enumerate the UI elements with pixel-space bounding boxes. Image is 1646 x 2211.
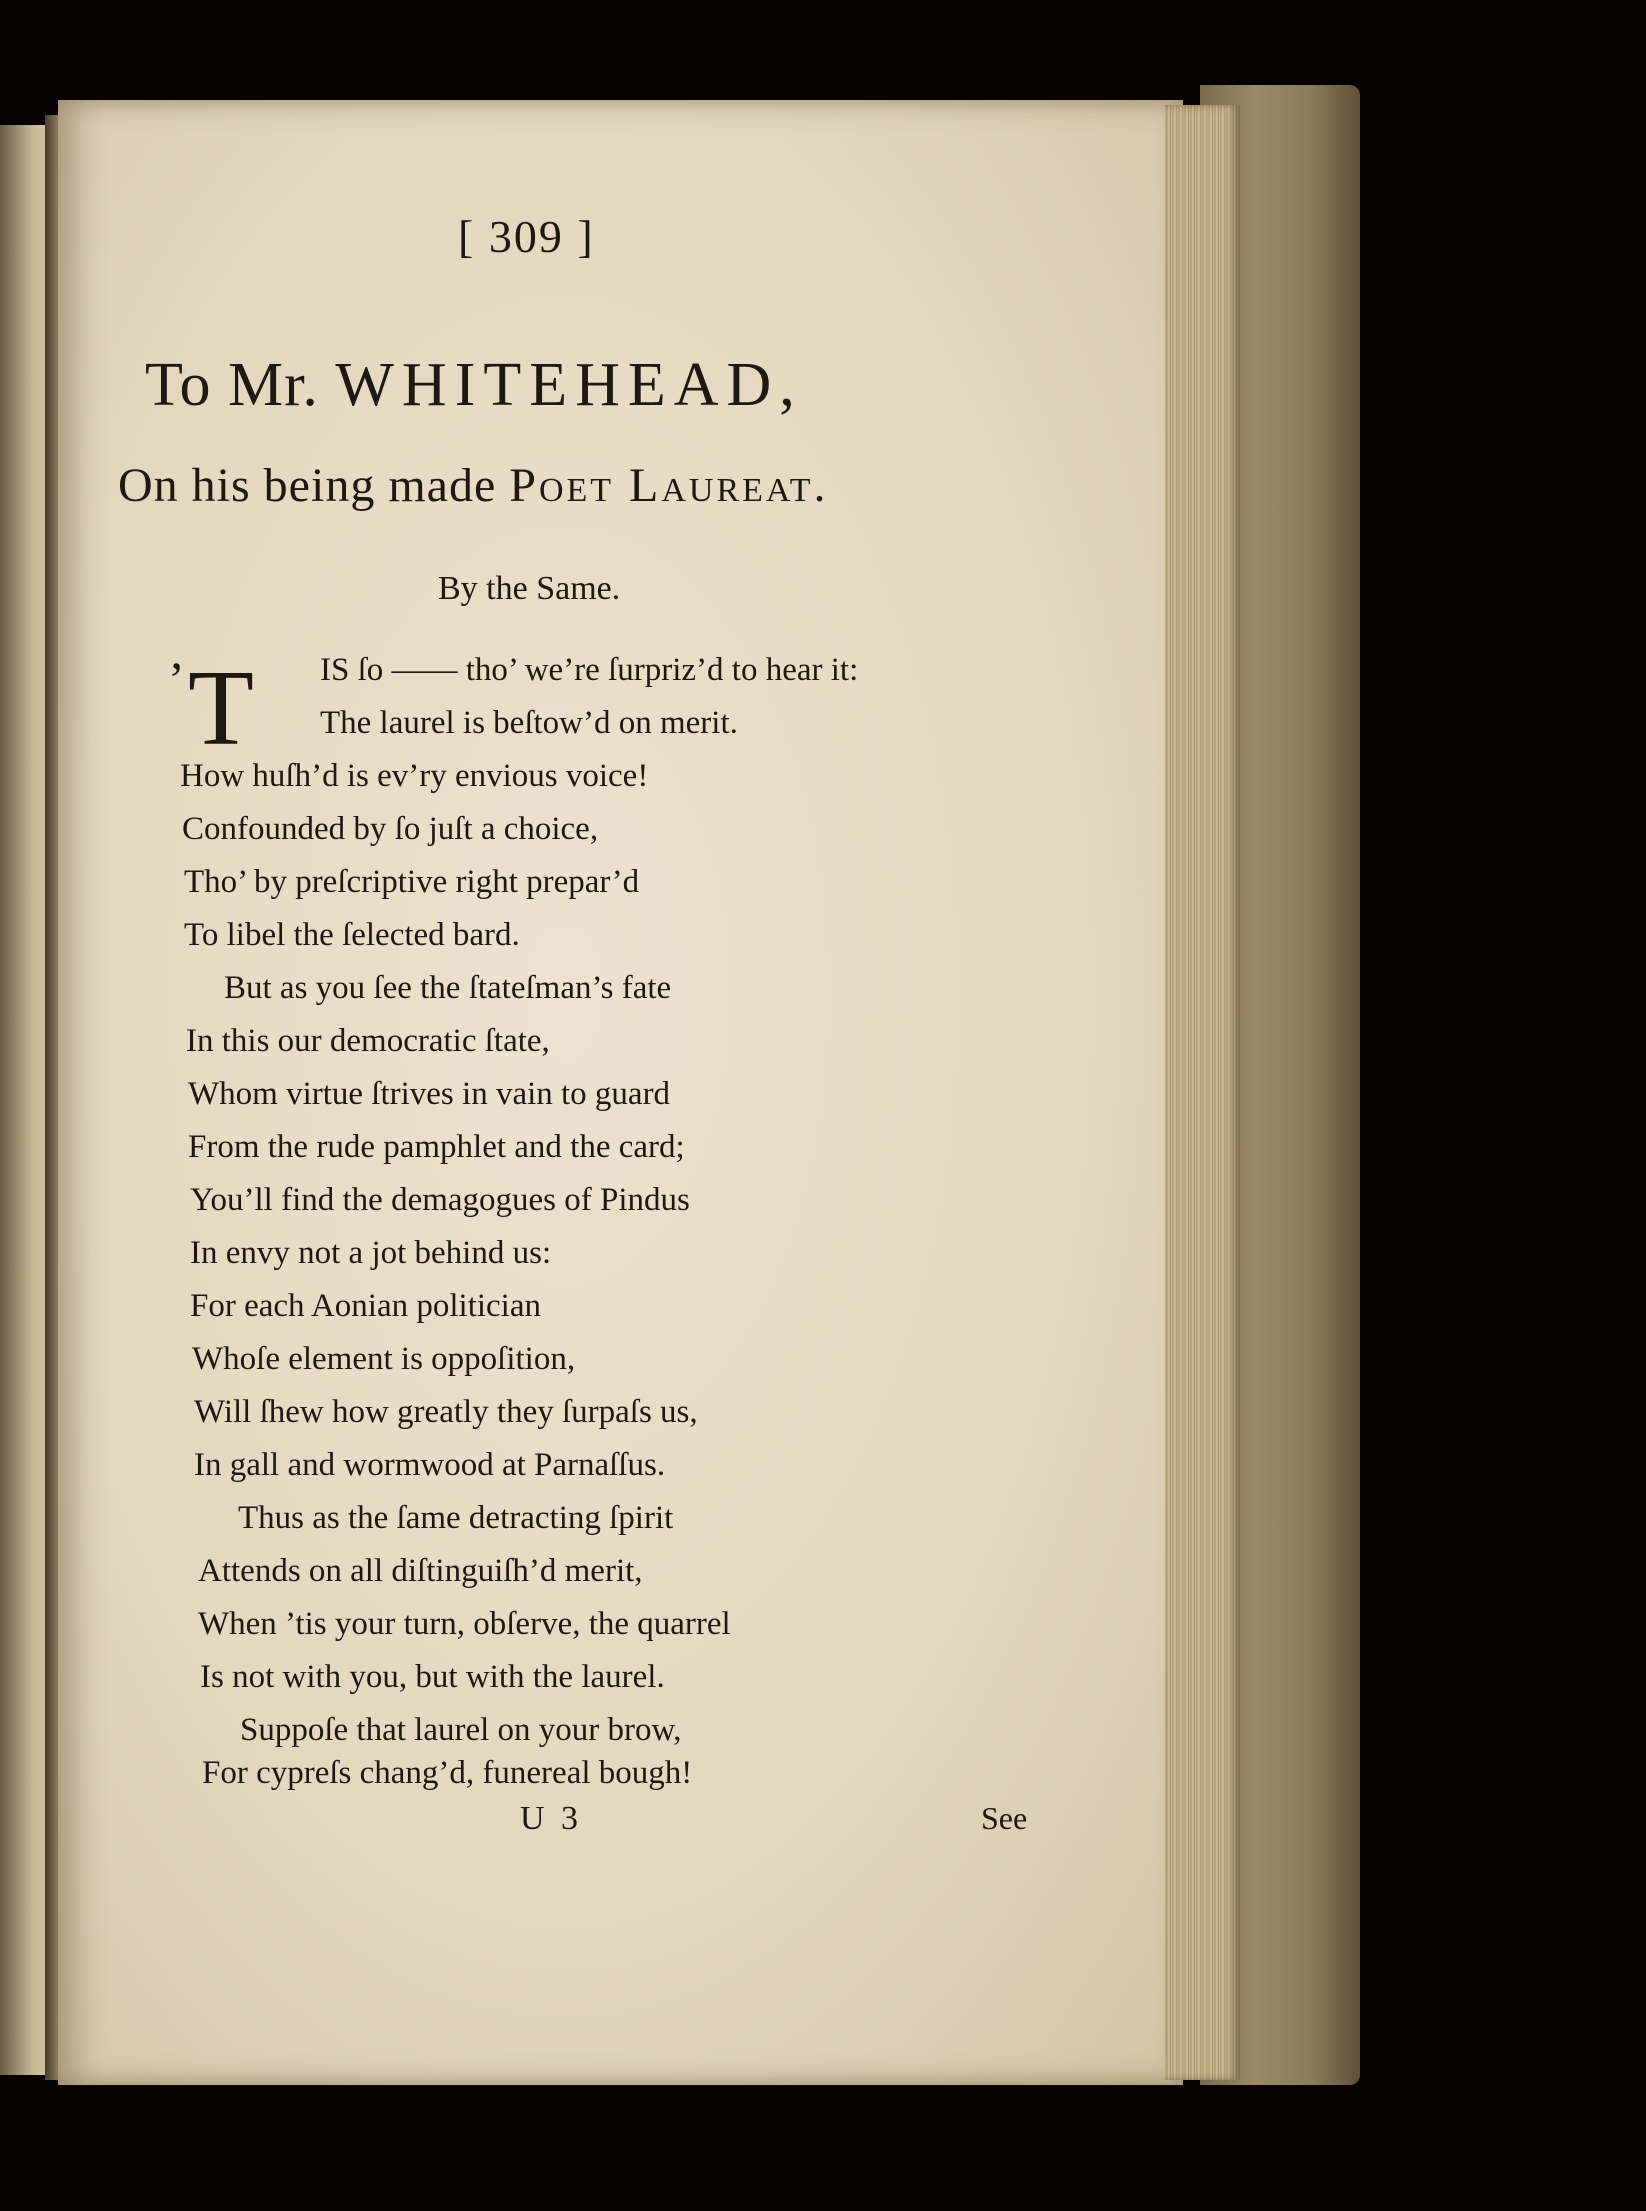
verse-line: For each Aonian politician [190, 1288, 541, 1324]
verse-line: But as you ſee the ſtateſman’s fate [224, 970, 672, 1006]
subtitle-poet-laureat: Poet Laureat. [509, 459, 829, 512]
drop-cap-quote: ’ [168, 651, 185, 707]
verse-line: Tho’ by preſcriptive right prepar’d [184, 864, 640, 900]
verse-line: In this our democratic ſtate, [186, 1023, 550, 1059]
verse-line: The laurel is beſtow’d on merit. [320, 705, 738, 741]
verse-line: Is not with you, but with the laurel. [200, 1659, 665, 1695]
verse-line: Thus as the ſame detracting ſpirit [238, 1500, 674, 1536]
verse-line: How huſh’d is ev’ry envious voice! [180, 758, 649, 794]
verse-line: In gall and wormwood at Parnaſſus. [194, 1447, 666, 1483]
subtitle-start: On his being made [118, 459, 497, 512]
verse-line: For cypreſs chang’d, funereal bough! [202, 1755, 693, 1791]
verse-line: You’ll find the demagogues of Pindus [190, 1182, 690, 1218]
poem-title [145, 350, 803, 421]
page-edges [1165, 105, 1240, 2080]
verse-line: Whoſe element is oppoſition, [192, 1341, 576, 1377]
signature-mark: U 3 [520, 1800, 583, 1837]
byline: By the Same. [438, 570, 621, 607]
verse-line: When ’tis your turn, obſerve, the quarrel [198, 1606, 731, 1642]
verse-line: Confounded by ſo juſt a choice, [182, 811, 599, 847]
verse-line: From the rude pamphlet and the card; [188, 1129, 685, 1165]
verse-line: Will ſhew how greatly they ſurpaſs us, [194, 1394, 698, 1430]
verse-line: To libel the ſelected bard. [184, 917, 520, 953]
drop-cap-letter: T [188, 649, 254, 768]
verse-line: Suppoſe that laurel on your brow, [240, 1712, 682, 1748]
verse-line: Whom virtue ſtrives in vain to guard [188, 1076, 671, 1112]
verse-line: IS ſo —— tho’ we’re ſurpriz’d to hear it: [320, 652, 859, 688]
title-name: WHITEHEAD, [335, 351, 803, 419]
page-number: [ 309 ] [458, 211, 595, 262]
catchword: See [981, 1800, 1028, 1836]
title-prefix: To Mr. [145, 351, 319, 419]
verse-line: Attends on all diſtinguiſh’d merit, [198, 1553, 643, 1589]
poem-subtitle [118, 458, 828, 513]
verse-line: In envy not a jot behind us: [190, 1235, 552, 1271]
